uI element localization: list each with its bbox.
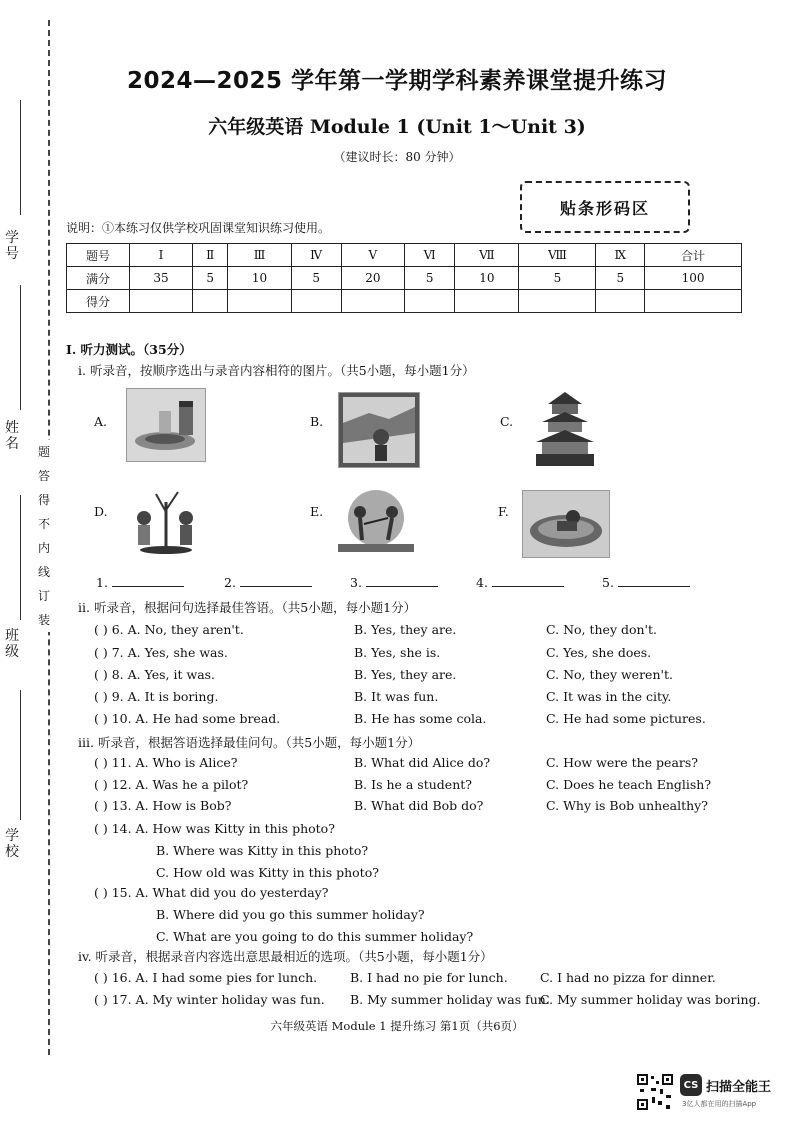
- full-label: 满分: [67, 267, 130, 290]
- got-score-row: [67, 290, 742, 313]
- option-b[interactable]: B. What did Alice do?: [354, 755, 491, 770]
- header-cell: 题号: [67, 244, 130, 267]
- student-no-label: 学号: [5, 230, 19, 262]
- option-c[interactable]: C. Does he teach English?: [546, 777, 712, 792]
- header-cell: Ⅲ: [228, 244, 291, 267]
- full-cell: 10: [455, 267, 519, 290]
- header-cell: Ⅶ: [455, 244, 519, 267]
- option-c[interactable]: C. My summer holiday was boring.: [540, 992, 761, 1007]
- option-c[interactable]: C. It was in the city.: [546, 689, 672, 704]
- pic-letter: F.: [498, 504, 509, 519]
- planting-tree-picture: [126, 482, 206, 554]
- score-header-row: [67, 244, 742, 267]
- question-item[interactable]: ( ) 15. A. What did you do yesterday?: [94, 885, 329, 900]
- barcode-area: 贴条形码区: [520, 181, 690, 233]
- option-c[interactable]: C. How were the pears?: [546, 755, 698, 770]
- score-table: [66, 243, 742, 313]
- header-cell: Ⅰ: [130, 244, 193, 267]
- part-iv-instruction: iv. 听录音，根据录音内容选出意思最相近的选项。（共5小题，每小题1分）: [78, 949, 493, 964]
- full-cell: 5: [519, 267, 596, 290]
- option-b[interactable]: B. Is he a student?: [354, 777, 472, 792]
- breakfast-picture: [126, 388, 206, 462]
- score-input-cell[interactable]: [519, 290, 596, 313]
- header-cell: Ⅴ: [341, 244, 404, 267]
- boat-picture: [522, 490, 610, 558]
- class-label: 班级: [5, 628, 19, 660]
- option-c[interactable]: C. No, they weren't.: [546, 667, 673, 682]
- option-b[interactable]: B. Yes, they are.: [354, 622, 457, 637]
- score-input-cell[interactable]: [228, 290, 291, 313]
- answer-blank[interactable]: 5.: [602, 574, 690, 590]
- question-item[interactable]: ( ) 9. A. It is boring.: [94, 689, 219, 704]
- pic-letter: A.: [94, 414, 108, 429]
- header-cell: Ⅸ: [596, 244, 645, 267]
- full-cell: 5: [404, 267, 455, 290]
- scanner-tagline: 3亿人都在用的扫描App: [682, 1100, 757, 1108]
- question-item[interactable]: ( ) 7. A. Yes, she was.: [94, 645, 228, 660]
- option-b[interactable]: B. Yes, they are.: [354, 667, 457, 682]
- option-c[interactable]: C. I had no pizza for dinner.: [540, 970, 716, 985]
- got-label: 得分: [67, 290, 130, 313]
- option-b[interactable]: B. Where was Kitty in this photo?: [156, 843, 369, 858]
- scanner-app-name: 扫描全能王: [706, 1080, 772, 1095]
- header-cell: Ⅵ: [404, 244, 455, 267]
- score-input-cell[interactable]: [596, 290, 645, 313]
- option-c[interactable]: C. He had some pictures.: [546, 711, 706, 726]
- score-input-cell[interactable]: [645, 290, 742, 313]
- seal-text: 题 答 得 不 内 线 订 装: [36, 440, 52, 632]
- option-b[interactable]: B. Yes, she is.: [354, 645, 441, 660]
- question-item[interactable]: ( ) 6. A. No, they aren't.: [94, 622, 244, 637]
- header-cell: Ⅱ: [193, 244, 228, 267]
- question-item[interactable]: ( ) 12. A. Was he a pilot?: [94, 777, 249, 792]
- pic-letter: D.: [94, 504, 108, 519]
- option-c[interactable]: C. Yes, she does.: [546, 645, 652, 660]
- option-c[interactable]: C. What are you going to do this summer holiday?: [156, 929, 474, 944]
- score-input-cell[interactable]: [404, 290, 455, 313]
- question-item[interactable]: ( ) 10. A. He had some bread.: [94, 711, 281, 726]
- page-subtitle: 六年级英语 Module 1 (Unit 1～Unit 3): [208, 116, 586, 138]
- section-1-title: I. 听力测试。（35分）: [66, 342, 192, 357]
- question-item[interactable]: ( ) 11. A. Who is Alice?: [94, 755, 238, 770]
- answer-blank[interactable]: 1.: [96, 574, 184, 590]
- part-ii-instruction: ii. 听录音，根据问句选择最佳答语。（共5小题，每小题1分）: [78, 600, 417, 615]
- option-c[interactable]: C. How old was Kitty in this photo?: [156, 865, 379, 880]
- school-line: [20, 690, 21, 820]
- question-item[interactable]: ( ) 8. A. Yes, it was.: [94, 667, 216, 682]
- name-line: [20, 285, 21, 410]
- header-cell: Ⅷ: [519, 244, 596, 267]
- page-footer: 六年级英语 Module 1 提升练习 第1页（共6页）: [270, 1019, 524, 1033]
- instruction-note: 说明：①本练习仅供学校巩固课堂知识练习使用。: [66, 221, 331, 235]
- question-item[interactable]: ( ) 14. A. How was Kitty in this photo?: [94, 821, 335, 836]
- answer-blank[interactable]: 3.: [350, 574, 438, 590]
- option-b[interactable]: B. I had no pie for lunch.: [350, 970, 508, 985]
- option-b[interactable]: B. He has some cola.: [354, 711, 487, 726]
- name-label: 姓名: [5, 420, 19, 452]
- option-b[interactable]: B. My summer holiday was fun.: [350, 992, 550, 1007]
- answer-blank[interactable]: 4.: [476, 574, 564, 590]
- suggested-time: （建议时长：80 分钟）: [333, 150, 461, 164]
- pic-letter: E.: [310, 504, 324, 519]
- camscanner-logo-icon: CS: [680, 1074, 702, 1096]
- answer-blank[interactable]: 2.: [224, 574, 312, 590]
- full-score-row: [67, 267, 742, 290]
- class-line: [20, 495, 21, 620]
- score-input-cell[interactable]: [193, 290, 228, 313]
- pagoda-picture: [530, 390, 600, 470]
- pic-letter: C.: [500, 414, 514, 429]
- page-title: 2024—2025 学年第一学期学科素养课堂提升练习: [126, 68, 668, 94]
- full-cell: 5: [291, 267, 341, 290]
- option-c[interactable]: C. No, they don't.: [546, 622, 657, 637]
- score-input-cell[interactable]: [130, 290, 193, 313]
- option-c[interactable]: C. Why is Bob unhealthy?: [546, 798, 708, 813]
- qr-code-icon: [636, 1073, 674, 1111]
- header-cell: Ⅳ: [291, 244, 341, 267]
- fighting-picture: [338, 488, 414, 554]
- full-cell: 100: [645, 267, 742, 290]
- score-input-cell[interactable]: [341, 290, 404, 313]
- full-cell: 35: [130, 267, 193, 290]
- option-b[interactable]: B. It was fun.: [354, 689, 439, 704]
- score-input-cell[interactable]: [291, 290, 341, 313]
- question-item[interactable]: ( ) 17. A. My winter holiday was fun.: [94, 992, 325, 1007]
- question-item[interactable]: ( ) 16. A. I had some pies for lunch.: [94, 970, 318, 985]
- great-wall-picture: [338, 392, 420, 468]
- option-b[interactable]: B. Where did you go this summer holiday?: [156, 907, 425, 922]
- part-iii-instruction: iii. 听录音，根据答语选择最佳问句。（共5小题，每小题1分）: [78, 735, 421, 750]
- question-item[interactable]: ( ) 13. A. How is Bob?: [94, 798, 232, 813]
- score-input-cell[interactable]: [455, 290, 519, 313]
- header-cell: 合计: [645, 244, 742, 267]
- full-cell: 5: [596, 267, 645, 290]
- school-label: 学校: [5, 828, 19, 860]
- part-i-instruction: i. 听录音，按顺序选出与录音内容相符的图片。（共5小题，每小题1分）: [78, 363, 475, 378]
- option-b[interactable]: B. What did Bob do?: [354, 798, 484, 813]
- full-cell: 5: [193, 267, 228, 290]
- full-cell: 10: [228, 267, 291, 290]
- pic-letter: B.: [310, 414, 324, 429]
- full-cell: 20: [341, 267, 404, 290]
